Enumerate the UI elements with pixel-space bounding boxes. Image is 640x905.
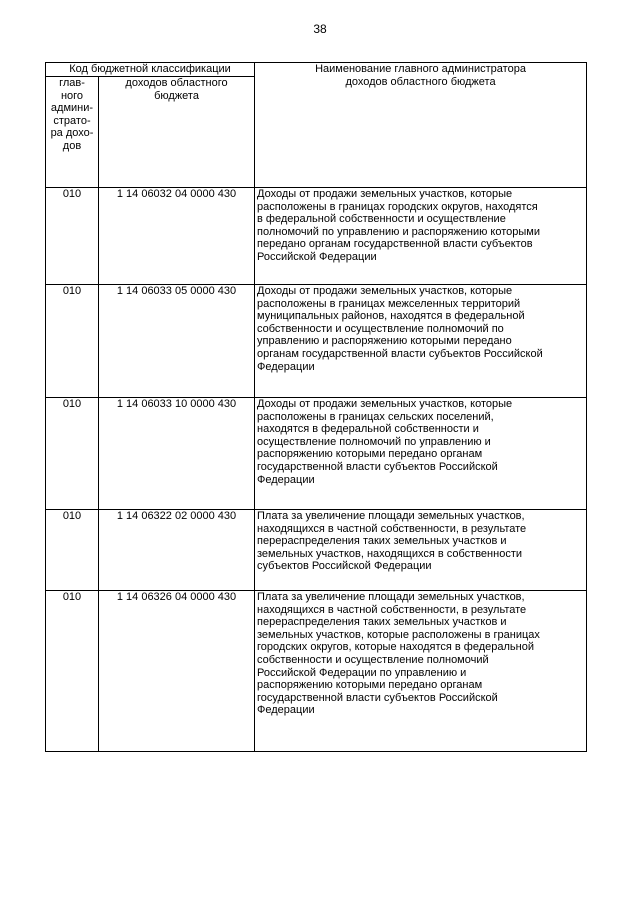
admin-code-cell: 010 (46, 398, 99, 510)
admin-code-cell: 010 (46, 188, 99, 285)
table-row (46, 591, 587, 752)
income-code-cell: 1 14 06032 04 0000 430 (99, 188, 255, 285)
administrator-name-header: Наименование главного администратора доходов областного бюджета (255, 63, 587, 188)
admin-code-cell: 010 (46, 591, 99, 752)
admin-code-cell: 010 (46, 510, 99, 591)
table-row (46, 188, 587, 285)
income-name-cell: Доходы от продажи земельных участков, которые расположены в границах сельских поселений, находятся в федеральной собственности и осуществление полномочий по управлению и распоряжению которыми передано органам государственной власти субъектов Российской Федерации (255, 398, 587, 510)
budget-classification-table (45, 62, 587, 752)
income-name-cell: Доходы от продажи земельных участков, которые расположены в границах городских округов, находятся в федеральной собственности и осуществление полномочий по управлению и распоряжению которыми передано органам государственной власти субъектов Российской Федерации (255, 188, 587, 285)
budget-classification-code-header: Код бюджетной классификации (46, 63, 255, 77)
table-row (46, 510, 587, 591)
page-number: 38 (313, 22, 327, 36)
admin-code-cell: 010 (46, 285, 99, 398)
income-name-cell: Доходы от продажи земельных участков, которые расположены в границах межселенных территорий муниципальных районов, находятся в федеральной собственности и осуществление полномочий по управлению и распоряжению которыми передано органам государственной власти субъектов Российской Федерации (255, 285, 587, 398)
income-name-cell: Плата за увеличение площади земельных участков, находящихся в частной собственности, в результате перераспределения таких земельных участков и земельных участков, находящихся в собственности субъектов Российской Федерации (255, 510, 587, 591)
table-body (46, 188, 587, 752)
income-code-cell: 1 14 06322 02 0000 430 (99, 510, 255, 591)
regional-budget-income-header: доходов областного бюджета (99, 77, 255, 188)
chief-administrator-header: глав- ного админи- страто- ра дохо- дов (46, 77, 99, 188)
table-row (46, 398, 587, 510)
income-code-cell: 1 14 06326 04 0000 430 (99, 591, 255, 752)
table-header (46, 63, 587, 188)
income-code-cell: 1 14 06033 05 0000 430 (99, 285, 255, 398)
income-code-cell: 1 14 06033 10 0000 430 (99, 398, 255, 510)
table-row (46, 285, 587, 398)
income-name-cell: Плата за увеличение площади земельных участков, находящихся в частной собственности, в результате перераспределения таких земельных участков и земельных участков, которые расположены в границах городских округов, которые находятся в федеральной собственности и осуществление полномочий Российской Федерации по управлению и распоряжению которыми передано органам государственной власти субъектов Российской Федерации (255, 591, 587, 752)
